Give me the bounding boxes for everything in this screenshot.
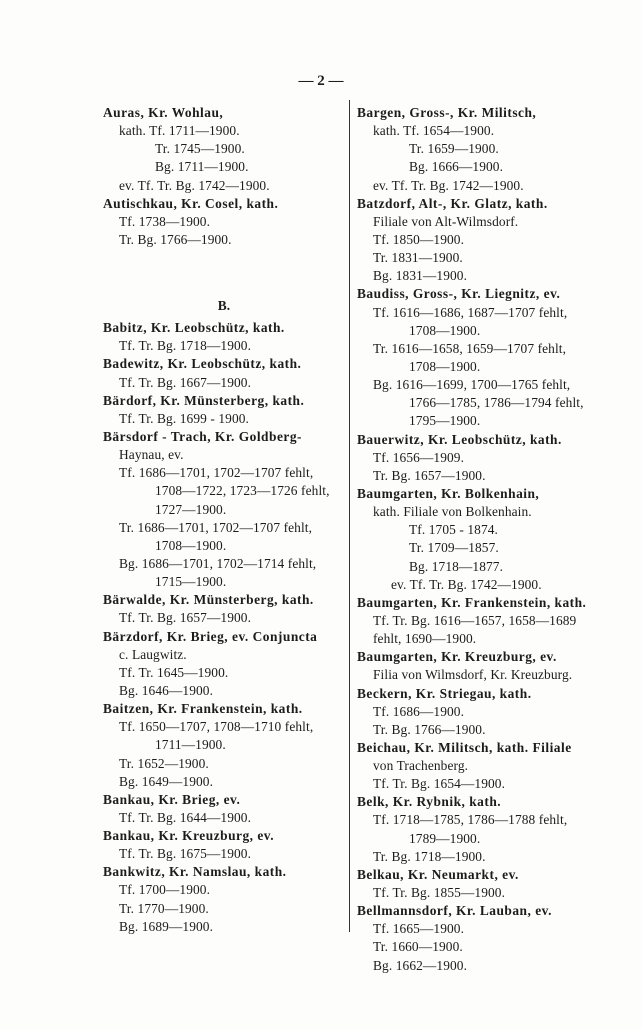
entry-detail: Bg. 1616—1699, 1700—1765 fehlt, bbox=[373, 377, 571, 393]
entry-detail: Tf. Tr. 1645—1900. bbox=[119, 664, 229, 680]
entry-detail: Tf. 1656—1909. bbox=[373, 449, 465, 465]
section-heading: B. bbox=[217, 298, 231, 314]
entry-detail: Tf. Tr. Bg. 1657—1900. bbox=[119, 610, 252, 626]
entry-detail: c. Laugwitz. bbox=[119, 646, 187, 662]
entry-detail: kath. Tf. 1711—1900. bbox=[119, 123, 240, 139]
entry-name: Beckern, Kr. Striegau, kath. bbox=[357, 685, 532, 701]
entry-name: Baumgarten, Kr. Bolkenhain, bbox=[357, 485, 540, 501]
column-divider bbox=[349, 100, 350, 932]
entry-detail: Tr. Bg. 1657—1900. bbox=[373, 467, 486, 483]
entry-detail: Tf. Tr. Bg. 1667—1900. bbox=[119, 374, 252, 390]
entry-name: Auras, Kr. Wohlau, bbox=[103, 105, 224, 120]
entry-detail: kath. Filiale von Bolkenhain. bbox=[373, 504, 532, 520]
entry-detail: Haynau, ev. bbox=[119, 447, 184, 463]
entry-detail: Tr. 1831—1900. bbox=[373, 250, 463, 266]
entry-detail: Tf. Tr. Bg. 1654—1900. bbox=[373, 776, 506, 792]
entry-name: Bärdorf, Kr. Münsterberg, kath. bbox=[103, 392, 305, 408]
entry-detail: Tf. Tr. Bg. 1718—1900. bbox=[119, 338, 252, 354]
entry-detail: 1766—1785, 1786—1794 fehlt, bbox=[409, 395, 584, 411]
entry-detail: Tf. 1738—1900. bbox=[119, 213, 211, 229]
entry-detail: Tf. 1686—1900. bbox=[373, 703, 465, 719]
left-column bbox=[103, 104, 345, 936]
entry-name: Babitz, Kr. Leobschütz, kath. bbox=[103, 320, 285, 336]
entry-detail: 1715—1900. bbox=[155, 574, 227, 590]
entry-detail: Bg. 1831—1900. bbox=[373, 268, 468, 284]
entry-detail: Bg. 1649—1900. bbox=[119, 773, 214, 789]
entry-detail: Tr. 1709—1857. bbox=[409, 540, 499, 556]
entry-name: Bärsdorf - Trach, Kr. Goldberg- bbox=[103, 428, 302, 444]
entry-detail: fehlt, 1690—1900. bbox=[373, 631, 477, 647]
entry-detail: ev. Tf. Tr. Bg. 1742—1900. bbox=[119, 177, 270, 193]
entry-detail: 1727—1900. bbox=[155, 501, 227, 517]
entry-detail: Tf. Tr. Bg. 1675—1900. bbox=[119, 846, 252, 862]
entry-name: Bankau, Kr. Brieg, ev. bbox=[103, 791, 241, 807]
entry-detail: Tf. 1665—1900. bbox=[373, 921, 465, 937]
entry-detail: Tr. 1659—1900. bbox=[409, 141, 499, 157]
entry-detail: Tf. 1686—1701, 1702—1707 fehlt, bbox=[119, 465, 314, 481]
entry-name: Bargen, Gross-, Kr. Militsch, bbox=[357, 105, 537, 120]
entry-name: Bärzdorf, Kr. Brieg, ev. Conjuncta bbox=[103, 628, 318, 644]
entry-name: Bankau, Kr. Kreuzburg, ev. bbox=[103, 828, 275, 844]
entry-detail: Tr. 1616—1658, 1659—1707 fehlt, bbox=[373, 340, 567, 356]
entry-detail: Tr. Bg. 1718—1900. bbox=[373, 848, 486, 864]
entry-name: Bankwitz, Kr. Namslau, kath. bbox=[103, 864, 287, 880]
entry-name: Beichau, Kr. Militsch, kath. Filiale bbox=[357, 739, 572, 755]
entry-name: Autischkau, Kr. Cosel, kath. bbox=[103, 195, 279, 211]
entry-name: Belkau, Kr. Neumarkt, ev. bbox=[357, 866, 519, 882]
entry-detail: Tf. Tr. Bg. 1644—1900. bbox=[119, 809, 252, 825]
right-column bbox=[357, 104, 627, 975]
entry-detail: Filiale von Alt-Wilmsdorf. bbox=[373, 213, 519, 229]
entry-detail: Tr. 1745—1900. bbox=[155, 141, 245, 157]
entry-detail: Bg. 1689—1900. bbox=[119, 918, 214, 934]
entry-detail: Tr. Bg. 1766—1900. bbox=[373, 721, 486, 737]
entry-detail: Tf. Tr. Bg. 1699 - 1900. bbox=[119, 410, 250, 426]
entry-detail: 1708—1900. bbox=[409, 322, 481, 338]
entry-detail: von Trachenberg. bbox=[373, 758, 469, 774]
entry-detail: 1708—1722, 1723—1726 fehlt, bbox=[155, 483, 330, 499]
entry-detail: Tf. 1850—1900. bbox=[373, 231, 465, 247]
entry-detail: 1708—1900. bbox=[409, 358, 481, 374]
entry-detail: Tr. 1652—1900. bbox=[119, 755, 209, 771]
entry-name: Bärwalde, Kr. Münsterberg, kath. bbox=[103, 592, 314, 608]
entry-detail: Filia von Wilmsdorf, Kr. Kreuzburg. bbox=[373, 667, 573, 683]
entry-detail: Bg. 1686—1701, 1702—1714 fehlt, bbox=[119, 555, 317, 571]
entry-detail: Tf. 1700—1900. bbox=[119, 882, 211, 898]
entry-detail: Bg. 1711—1900. bbox=[155, 159, 249, 175]
entry-detail: 1795—1900. bbox=[409, 413, 481, 429]
entry-detail: 1708—1900. bbox=[155, 537, 227, 553]
entry-name: Baudiss, Gross-, Kr. Liegnitz, ev. bbox=[357, 286, 561, 302]
entry-name: Baitzen, Kr. Frankenstein, kath. bbox=[103, 701, 303, 717]
spacer bbox=[103, 249, 345, 283]
entry-name: Batzdorf, Alt-, Kr. Glatz, kath. bbox=[357, 195, 548, 211]
entry-name: Baumgarten, Kr. Kreuzburg, ev. bbox=[357, 649, 557, 665]
entry-name: Badewitz, Kr. Leobschütz, kath. bbox=[103, 356, 302, 372]
entry-detail: Tf. 1718—1785, 1786—1788 fehlt, bbox=[373, 812, 568, 828]
entry-name: Baumgarten, Kr. Frankenstein, kath. bbox=[357, 594, 587, 610]
entry-detail: kath. Tf. 1654—1900. bbox=[373, 123, 495, 139]
entry-name: Bellmannsdorf, Kr. Lauban, ev. bbox=[357, 903, 552, 919]
entry-detail: Bg. 1646—1900. bbox=[119, 682, 214, 698]
entry-detail: Tr. 1770—1900. bbox=[119, 900, 209, 916]
page-number: — 2 — bbox=[298, 73, 344, 89]
entry-name: Bauerwitz, Kr. Leobschütz, kath. bbox=[357, 431, 562, 447]
entry-detail: Tr. 1660—1900. bbox=[373, 939, 463, 955]
entry-detail: Tf. 1650—1707, 1708—1710 fehlt, bbox=[119, 719, 314, 735]
entry-detail: Tr. Bg. 1766—1900. bbox=[119, 231, 232, 247]
entry-detail: Bg. 1718—1877. bbox=[409, 558, 504, 574]
entry-detail: 1711—1900. bbox=[155, 737, 226, 753]
entry-detail: Bg. 1666—1900. bbox=[409, 159, 504, 175]
entry-detail: ev. Tf. Tr. Bg. 1742—1900. bbox=[373, 177, 524, 193]
entry-detail: Tf. Tr. Bg. 1616—1657, 1658—1689 bbox=[373, 612, 577, 628]
entry-detail: Tf. 1616—1686, 1687—1707 fehlt, bbox=[373, 304, 568, 320]
entry-detail: Tf. Tr. Bg. 1855—1900. bbox=[373, 885, 506, 901]
entry-detail: Bg. 1662—1900. bbox=[373, 957, 468, 973]
entry-detail: Tr. 1686—1701, 1702—1707 fehlt, bbox=[119, 519, 313, 535]
entry-name: Belk, Kr. Rybnik, kath. bbox=[357, 794, 502, 810]
entry-detail: ev. Tf. Tr. Bg. 1742—1900. bbox=[391, 576, 542, 592]
entry-detail: Tf. 1705 - 1874. bbox=[409, 522, 498, 538]
entry-detail: 1789—1900. bbox=[409, 830, 481, 846]
